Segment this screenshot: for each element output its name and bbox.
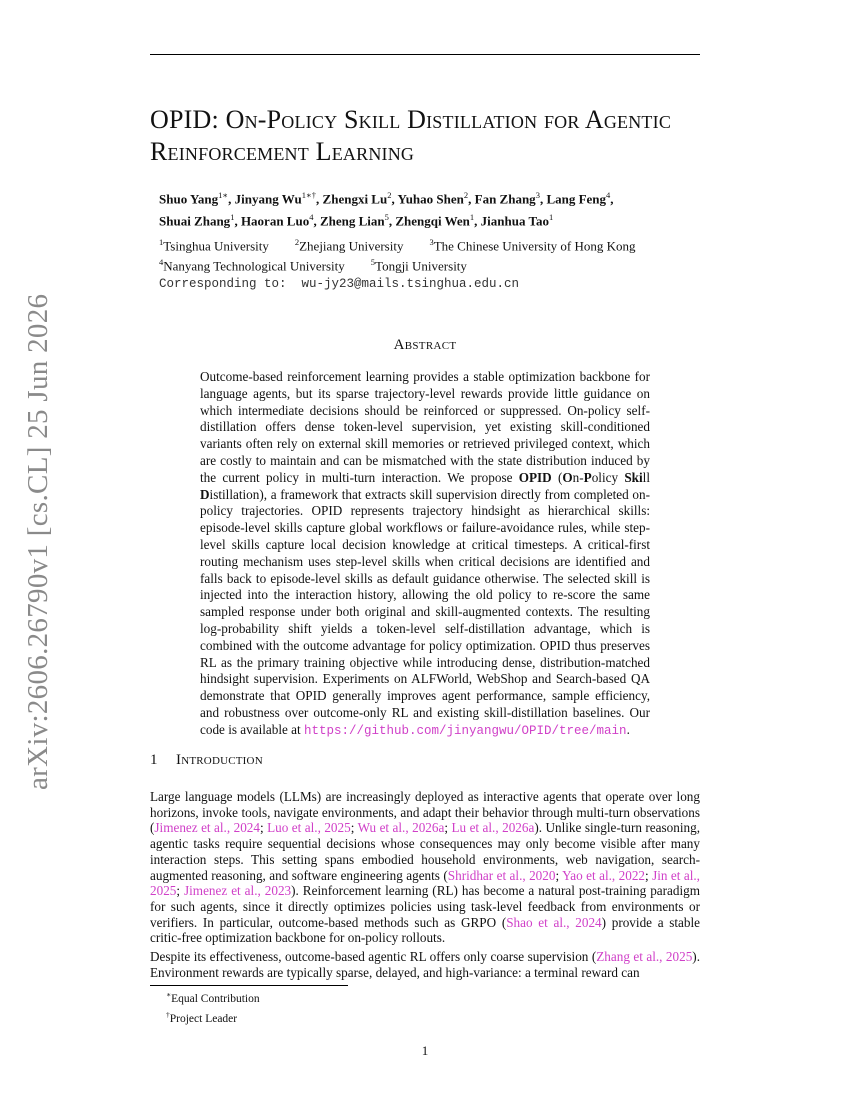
citation-link[interactable]: Jimenez et al., 2023 — [184, 883, 292, 899]
footnote — [166, 1007, 260, 1027]
author: Zheng Lian — [319, 213, 385, 229]
footnote-mark: † — [166, 1009, 170, 1019]
affiliation: The Chinese University of Hong Kong — [433, 238, 636, 254]
exp-ski: Ski — [624, 469, 643, 485]
paper-title: OPID: On-Policy Skill Distillation for Agentic Reinforcement Learning — [150, 105, 672, 166]
citation-link[interactable]: Yao et al., 2022 — [562, 867, 646, 883]
author-mark: 1 — [548, 212, 554, 223]
page-number: 1 — [421, 1043, 429, 1058]
affiliations — [159, 234, 719, 292]
text: ) provide a stable critic-free optimization backbone for on-policy rollouts. — [150, 914, 700, 946]
citation-link[interactable]: Zhang et al., 2025 — [596, 949, 693, 964]
footnote — [166, 987, 260, 1007]
affil-mark: 2 — [294, 237, 300, 247]
header-rule — [150, 54, 700, 55]
arxiv-stamp: arXiv:2606.26790v1 [cs.CL] 25 Jun 2026 — [22, 293, 54, 790]
text: Despite its effectiveness, outcome-based agentic RL offers only coarse supervision ( — [150, 949, 597, 964]
text: ; — [176, 883, 185, 899]
text: ; — [259, 820, 268, 836]
affiliation: Nanyang Technological University — [163, 258, 345, 274]
text: ). Unlike single-turn reasoning, agentic tasks require sequential decisions whose consequences may only become visible after many interaction steps. This setting spans embodied household environments, web navigation, search-augmented reasoning, and software engineering agents ( — [150, 820, 700, 883]
abstract-body: Outcome-based reinforcement learning provides a stable optimization backbone for language agents, but its sparse trajectory-level rewards provide little guidance on which intermediate decisions should be reinforced or suppressed. On-policy self-distillation offers dense token-level supervision, yet existing skill-conditioned variants often rely on external skill memories or retrieved privileged context, which are costly to maintain and can be mismatched with the state distribution induced by the current policy in multi-turn interaction. We propose OPID (On-Policy Skill Distillation), a framework that extracts skill supervision directly from completed on-policy trajectories. OPID represents trajectory hindsight as hierarchical skills: episode-level skills capture global workflows or failure-avoidance rules, while step-level skills capture local decision knowledge at critical timesteps. A critical-first routing mechanism uses step-level skills when critical decisions are identified and falls back to episode-level skills as default guidance otherwise. The selected skill is injected into the interaction history, allowing the old policy to re-score the same sampled response under both original and skill-augmented contexts. The resulting log-probability shift yields a token-level self-distillation advantage, which is combined with the outcome advantage for policy optimization. OPID thus preserves RL as the primary training objective while introducing dense, distribution-matched hindsight supervision. Experiments on ALFWorld, WebShop and Search-based QA demonstrate that OPID generally improves agent performance, sample efficiency, and robustness over outcome-only RL and existing skill-distillation baselines. Our code is available at https://github.com/jinyangwu/OPID/tree/main. — [200, 369, 650, 738]
exp-o: O — [562, 469, 573, 485]
affil-mark: 1 — [159, 237, 164, 247]
author-mark: 2 — [387, 190, 392, 200]
affil-mark: 5 — [370, 257, 376, 268]
author-mark: 4 — [309, 212, 314, 223]
intro-paragraph-2 — [150, 949, 700, 980]
exp-olicy: olicy — [591, 469, 625, 485]
affiliation: Tongji University — [375, 258, 467, 274]
affil-mark: 4 — [159, 257, 164, 268]
author-mark: 3 — [535, 190, 540, 200]
exp-istillation: istillation — [209, 486, 260, 502]
exp-p: P — [583, 469, 592, 485]
author-mark: 1 — [469, 212, 475, 223]
author-mark: 4 — [606, 190, 611, 200]
footnote-mark: ∗ — [166, 990, 172, 999]
code-link[interactable]: https://github.com/jinyangwu/OPID/tree/main — [304, 723, 627, 738]
intro-paragraph-1 — [150, 789, 700, 946]
abstract-heading: Abstract — [393, 337, 457, 353]
abstract-text: ), a framework that extracts skill supervision directly from completed on-policy trajectories. OPID represents trajectory hindsight as hierarchical skills: episode-level skills capture global workflows or failure-avoidance rules, while step-level skills capture local decision knowledge at critical timesteps. A critical-first routing mechanism uses step-level skills when critical decisions are identified and falls back to episode-level skills as default guidance otherwise. The selected skill is injected into the interaction history, allowing the old policy to re-score the same sampled response under both original and skill-augmented contexts. The resulting log-probability shift yields a token-level self-distillation advantage, which is combined with the outcome advantage for policy optimization. OPID thus preserves RL as the primary training objective while introducing dense, distribution-matched hindsight supervision. Experiments on ALFWorld, WebShop and Search-based QA demonstrate that OPID generally improves agent performance, sample efficiency, and robustness over outcome-only RL and existing skill-distillation baselines. Our code is available at — [200, 486, 650, 737]
abstract-text: Outcome-based reinforcement learning provides a stable optimization backbone for language agents, but its sparse trajectory-level rewards provide little guidance on which intermediate decisions should be reinforced or suppressed. On-policy self-distillation offers dense token-level supervision, yet existing skill-conditioned variants often rely on external skill memories or retrieved privileged context, which are costly to maintain and can be mismatched with the state distribution induced by the current policy in multi-turn interaction. We propose — [200, 369, 650, 485]
exp-ll: ll — [642, 469, 650, 485]
author-list: Shuo Yang$^{1∗}$, Jinyang $Wu^{1∗\dagger}$, Zhengxi Lu$^2$, Yuhao Shen$^2$, Fan Zhang$^3$, Lang Feng$^4$, Shuai Zhang$^1$, Haoran Luo$^4$, Zheng Lian$^5$, Zhengqi Wen$^1$, Jianhua Tao$^1$ — [159, 190, 614, 229]
author: Lang Feng — [546, 191, 607, 207]
author: Fan Zhang — [474, 191, 536, 207]
author-mark: 1∗ — [218, 190, 229, 200]
author-mark: 5 — [384, 212, 389, 223]
corresponding-email: Corresponding to: wu-jy23@mails.tsinghua.edu.cn — [159, 276, 520, 291]
footnote-text: Project Leader — [169, 1012, 238, 1025]
author: Zhengqi Wen — [395, 213, 470, 229]
footnotes — [166, 987, 260, 1027]
author: Jianhua Tao — [480, 213, 549, 229]
author-mark: 2 — [463, 190, 469, 200]
citation-link[interactable]: Lu et al., 2026a — [451, 820, 535, 836]
footnote-rule — [150, 985, 348, 986]
text: ; — [350, 820, 358, 836]
method-name: OPID — [518, 469, 552, 485]
exp-dash: - — [579, 469, 584, 485]
section-title: Introduction — [176, 752, 263, 768]
author-mark: 1∗† — [301, 190, 317, 200]
section-number: 1 — [150, 752, 158, 768]
section-heading — [150, 752, 263, 769]
author: Haoran Luo — [240, 213, 310, 229]
author-mark: 1 — [230, 212, 235, 223]
citation-link[interactable]: Jimenez et al., 2024 — [154, 820, 260, 836]
text: ). Reinforcement learning (RL) has become a natural post-training paradigm for such agents, since it directly optimizes policies using task-level feedback from environments or verifiers. In particular, outcome-based methods such as GRPO ( — [150, 883, 700, 930]
author: Zhengxi Lu — [322, 191, 388, 207]
text: ; — [645, 867, 653, 883]
citation-link[interactable]: Shridhar et al., 2020 — [447, 867, 556, 883]
citation-link[interactable]: Wu et al., 2026a — [357, 820, 445, 836]
citation-link[interactable]: Luo et al., 2025 — [267, 820, 351, 836]
text: ; — [555, 867, 563, 883]
affil-mark: 3 — [429, 237, 434, 247]
text: Large language models (LLMs) are increasingly deployed as interactive agents that operate over long horizons, invoke tools, navigate environments, and adapt their behavior through multi-turn observations ( — [150, 789, 700, 836]
exp-n: n — [572, 469, 580, 485]
footnote-text: Equal Contribution — [171, 992, 260, 1005]
citation-link[interactable]: Jin et al., 2025 — [150, 867, 700, 899]
text: ; — [444, 820, 452, 836]
author: Jinyang Wu — [234, 191, 302, 207]
exp-d: D — [200, 486, 210, 502]
citation-link[interactable]: Shao et al., 2024 — [506, 914, 602, 930]
text: ). Environment rewards are typically sparse, delayed, and high-variance: a terminal reward can — [150, 949, 700, 980]
affiliation: Tsinghua University — [163, 238, 269, 254]
author: Shuo Yang — [159, 191, 219, 207]
author: Yuhao Shen — [397, 191, 464, 207]
affiliation: Zhejiang University — [299, 238, 404, 254]
author: Shuai Zhang — [159, 213, 231, 229]
